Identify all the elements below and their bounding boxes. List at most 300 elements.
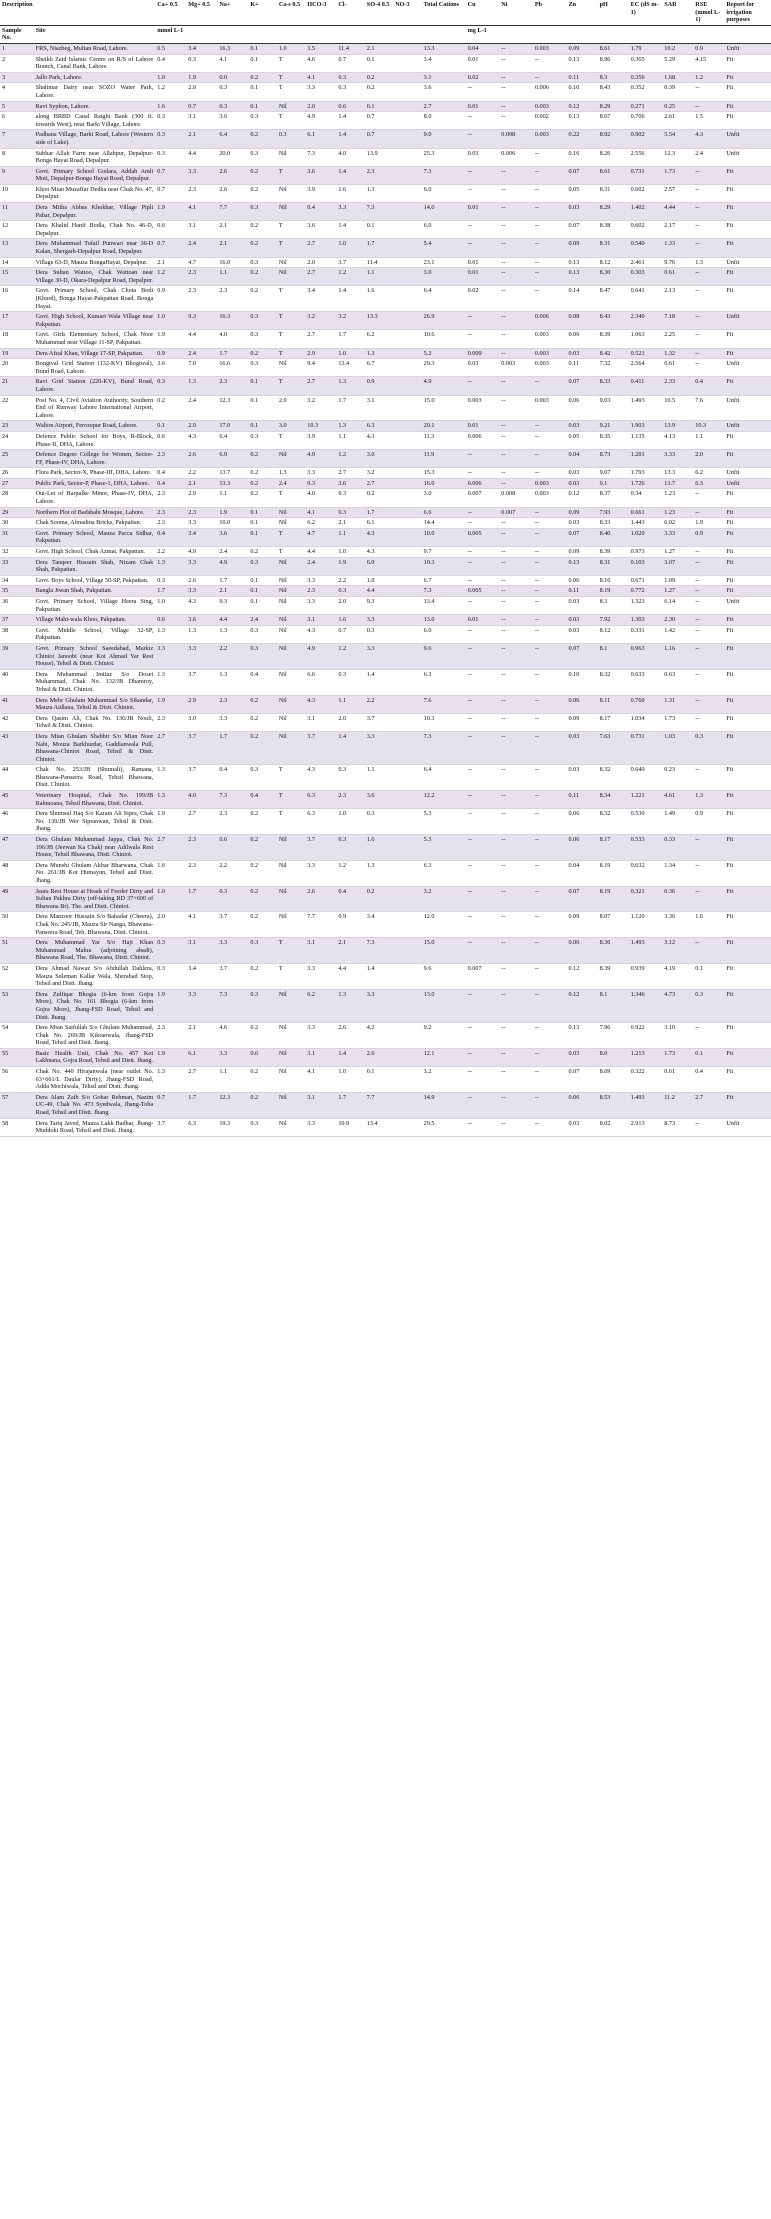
cell-hco3: 2.0 (305, 257, 336, 268)
cell-ec: 0.521 (629, 348, 663, 359)
cell-k: 0.2 (248, 963, 276, 989)
cell-mg: 2.3 (186, 860, 217, 886)
cell-zn: 0.11 (567, 586, 598, 597)
cell-cu: -- (466, 112, 500, 130)
cell-site: Dera Ghulam Muhammad Jappa, Chak No. 196/JB (Jeewan Ka Chak) near Adilwala Rest House, Tehsil Bhawana, Distt. Chiniot. (34, 835, 156, 861)
cell-ph: 8.39 (598, 547, 629, 558)
cell-cl: 0.9 (336, 912, 364, 938)
cell-report: Fit (724, 886, 771, 912)
cell-cl: 2.6 (336, 1023, 364, 1049)
cell-cas: T (277, 54, 305, 72)
cell-mg: 1.3 (186, 625, 217, 643)
cell-sample-no: 19 (0, 348, 34, 359)
cell-rsc: -- (693, 330, 724, 348)
cell-ph: 8.19 (598, 886, 629, 912)
cell-site: Walton Airport, Ferozepur Road, Lahore. (34, 421, 156, 432)
cell-no3 (393, 489, 421, 507)
cell-cl: 1.9 (336, 557, 364, 575)
cell-no3 (393, 54, 421, 72)
cell-k: 0.2 (248, 166, 276, 184)
cell-so4: 3.1 (365, 395, 393, 421)
cell-so4: 4.4 (365, 586, 393, 597)
cell-so4: 9.3 (365, 597, 393, 615)
cell-na: 2.3 (217, 286, 248, 312)
header-k: K+ (248, 0, 276, 25)
cell-sar: 2.33 (662, 377, 693, 395)
cell-so4: 0.1 (365, 54, 393, 72)
cell-na: 2.6 (217, 184, 248, 202)
cell-ec: 0.922 (629, 1023, 663, 1049)
cell-ca: 1.9 (155, 695, 186, 713)
cell-ph: 8.19 (598, 586, 629, 597)
cell-sar: 5.29 (662, 54, 693, 72)
cell-report: Fit (724, 809, 771, 835)
cell-cas: T (277, 791, 305, 809)
cell-sar: 0.39 (662, 83, 693, 101)
cell-hco3: 4.6 (305, 54, 336, 72)
cell-site: Dera Tauqeer Hussain Shah, Nizam Chak Shah, Pakpattan. (34, 557, 156, 575)
cell-sample-no: 50 (0, 912, 34, 938)
cell-total: 20.1 (422, 421, 466, 432)
cell-k: 0.2 (248, 478, 276, 489)
cell-na: 3.6 (217, 528, 248, 546)
cell-sample-no: 28 (0, 489, 34, 507)
cell-cas: T (277, 547, 305, 558)
cell-k: 0.2 (248, 184, 276, 202)
cell-k: 0.2 (248, 348, 276, 359)
cell-cl: 0.3 (336, 586, 364, 597)
cell-so4: 13.3 (365, 312, 393, 330)
cell-mg: 2.1 (186, 478, 217, 489)
cell-total: 29.3 (422, 359, 466, 377)
cell-mg: 3.1 (186, 221, 217, 239)
cell-so4: 1.3 (365, 184, 393, 202)
cell-mg: 0.7 (186, 101, 217, 112)
cell-pb: -- (533, 268, 567, 286)
cell-hco3: 3.3 (305, 468, 336, 479)
table-row (0, 1118, 771, 1136)
cell-no3 (393, 312, 421, 330)
cell-mg: 4.7 (186, 257, 217, 268)
cell-rsc: 2.4 (693, 148, 724, 166)
cell-ec: 0.902 (629, 130, 663, 148)
cell-cl: 0.3 (336, 72, 364, 83)
cell-mg: 2.3 (186, 835, 217, 861)
cell-site: Sheikh Zaid Islamic Centre on R/S of Lahore Branch, Canal Bank, Lahore. (34, 54, 156, 72)
cell-so4: 3.0 (365, 450, 393, 468)
cell-report: Fit (724, 669, 771, 695)
cell-k: 0.1 (248, 101, 276, 112)
cell-cas: 2.4 (277, 478, 305, 489)
cell-no3 (393, 765, 421, 791)
cell-hco3: 2.7 (305, 330, 336, 348)
cell-k: 0.1 (248, 395, 276, 421)
cell-so4: 0.1 (365, 1067, 393, 1093)
cell-sample-no: 10 (0, 184, 34, 202)
cell-na: 7.3 (217, 989, 248, 1022)
cell-total: 15.3 (422, 468, 466, 479)
table-row (0, 1023, 771, 1049)
cell-cl: 1.3 (336, 421, 364, 432)
cell-ca: 1.3 (155, 1067, 186, 1093)
cell-zn: 0.08 (567, 312, 598, 330)
cell-so4: 0.7 (365, 112, 393, 130)
cell-rsc: -- (693, 286, 724, 312)
cell-pb: -- (533, 507, 567, 518)
cell-rsc: 7.6 (693, 395, 724, 421)
cell-report: Fit (724, 615, 771, 626)
cell-no3 (393, 166, 421, 184)
cell-cl: 3.3 (336, 203, 364, 221)
cell-hco3: 2.7 (305, 377, 336, 395)
cell-sar: 11.2 (662, 1092, 693, 1118)
cell-ca: 2.3 (155, 450, 186, 468)
table-row (0, 765, 771, 791)
cell-no3 (393, 713, 421, 731)
cell-pb: -- (533, 72, 567, 83)
cell-no3 (393, 547, 421, 558)
cell-report: Unfit (724, 1118, 771, 1136)
cell-hco3: 3.3 (305, 575, 336, 586)
cell-total: 7.3 (422, 586, 466, 597)
cell-sar: 0.23 (662, 765, 693, 791)
cell-ph: 8.1 (598, 989, 629, 1022)
cell-rsc: 10.3 (693, 421, 724, 432)
cell-cu: -- (466, 643, 500, 669)
cell-ec: 1.213 (629, 1048, 663, 1066)
cell-k: 0.2 (248, 221, 276, 239)
cell-ca: 1.0 (155, 72, 186, 83)
table-row (0, 575, 771, 586)
cell-cas: Nil (277, 886, 305, 912)
cell-cl: 10.9 (336, 1118, 364, 1136)
cell-ni: -- (499, 450, 533, 468)
cell-rsc: 0.1 (693, 963, 724, 989)
cell-rsc: 0.4 (693, 377, 724, 395)
cell-cas: T (277, 489, 305, 507)
cell-ni: -- (499, 468, 533, 479)
cell-rsc: -- (693, 268, 724, 286)
cell-cas: T (277, 348, 305, 359)
cell-zn: 0.13 (567, 1023, 598, 1049)
cell-so4: 6.2 (365, 330, 393, 348)
cell-cas: T (277, 528, 305, 546)
cell-cl: 2.3 (336, 791, 364, 809)
cell-report: Fit (724, 377, 771, 395)
cell-na: 7.7 (217, 203, 248, 221)
cell-ca: 2.0 (155, 912, 186, 938)
cell-ca: 1.3 (155, 669, 186, 695)
cell-total: 6.3 (422, 860, 466, 886)
table-row (0, 203, 771, 221)
cell-ec: 2.564 (629, 359, 663, 377)
cell-k: 0.3 (248, 257, 276, 268)
cell-cl: 1.2 (336, 860, 364, 886)
table-row (0, 886, 771, 912)
cell-site: Village 63-D, Mauza BongaHayat, Depalpur. (34, 257, 156, 268)
cell-ph: 8.42 (598, 348, 629, 359)
cell-cas: T (277, 286, 305, 312)
cell-no3 (393, 239, 421, 257)
cell-report: Fit (724, 489, 771, 507)
cell-ph: 8.39 (598, 963, 629, 989)
cell-cu: -- (466, 1092, 500, 1118)
cell-zn: 0.03 (567, 765, 598, 791)
table-body (0, 43, 771, 1136)
cell-hco3: 3.1 (305, 713, 336, 731)
cell-pb: -- (533, 1023, 567, 1049)
cell-hco3: 3.3 (305, 860, 336, 886)
cell-ni: -- (499, 557, 533, 575)
cell-ni: -- (499, 547, 533, 558)
cell-k: 0.1 (248, 528, 276, 546)
cell-ph: 8.3 (598, 72, 629, 83)
cell-cl: 1.4 (336, 286, 364, 312)
cell-rsc: -- (693, 586, 724, 597)
cell-mg: 2.1 (186, 1023, 217, 1049)
cell-hco3: 4.1 (305, 507, 336, 518)
cell-no3 (393, 615, 421, 626)
cell-zn: 0.09 (567, 547, 598, 558)
cell-ec: 0.321 (629, 886, 663, 912)
cell-k: 0.2 (248, 731, 276, 764)
cell-zn: 0.06 (567, 330, 598, 348)
cell-k: 0.2 (248, 912, 276, 938)
cell-cas: Nil (277, 597, 305, 615)
cell-cu: -- (466, 130, 500, 148)
cell-ph: 8.07 (598, 912, 629, 938)
cell-sar: 13.7 (662, 478, 693, 489)
cell-ca: 1.9 (155, 809, 186, 835)
cell-sample-no: 57 (0, 1092, 34, 1118)
cell-ph: 8.29 (598, 101, 629, 112)
table-row (0, 286, 771, 312)
cell-report: Fit (724, 431, 771, 449)
table-row (0, 938, 771, 964)
cell-k: 0.1 (248, 83, 276, 101)
cell-sample-no: 47 (0, 835, 34, 861)
cell-zn: 0.06 (567, 695, 598, 713)
cell-total: 14.9 (422, 1092, 466, 1118)
header-ni: Ni (499, 0, 533, 25)
cell-mg: 2.9 (186, 489, 217, 507)
cell-zn: 0.07 (567, 886, 598, 912)
cell-rsc: -- (693, 184, 724, 202)
cell-site: Ravi Grid Station (220-KV), Bund Road, Lahore. (34, 377, 156, 395)
cell-ni: -- (499, 221, 533, 239)
cell-cu: 0.007 (466, 489, 500, 507)
cell-ni: -- (499, 791, 533, 809)
cell-report: Unfit (724, 478, 771, 489)
cell-report: Fit (724, 286, 771, 312)
header-pb: Pb (533, 0, 567, 25)
cell-total: 14.4 (422, 518, 466, 529)
cell-ec: 1.346 (629, 989, 663, 1022)
cell-ec: 1.201 (629, 450, 663, 468)
cell-report: Fit (724, 203, 771, 221)
cell-cl: 1.2 (336, 268, 364, 286)
cell-cl: 1.2 (336, 643, 364, 669)
cell-cas: 1.3 (277, 468, 305, 479)
cell-ph: 9.1 (598, 478, 629, 489)
cell-rsc: -- (693, 83, 724, 101)
cell-no3 (393, 507, 421, 518)
cell-hco3: 4.1 (305, 72, 336, 83)
cell-ec: 1.402 (629, 203, 663, 221)
cell-rsc: -- (693, 359, 724, 377)
cell-site: Basic Health Unit, Chak No. 457 Kot Lakhnana, Gojra Road, Tehsil and Distt. Jhang. (34, 1048, 156, 1066)
cell-zn: 0.09 (567, 912, 598, 938)
cell-pb: -- (533, 713, 567, 731)
table-row (0, 489, 771, 507)
cell-cl: 1.4 (336, 130, 364, 148)
cell-sample-no: 2 (0, 54, 34, 72)
cell-cl: 0.3 (336, 765, 364, 791)
cell-pb: -- (533, 468, 567, 479)
cell-total: 10.6 (422, 330, 466, 348)
cell-cu: -- (466, 912, 500, 938)
cell-hco3: 2.7 (305, 239, 336, 257)
cell-rsc: 0.9 (693, 528, 724, 546)
cell-k: 0.4 (248, 791, 276, 809)
cell-no3 (393, 184, 421, 202)
cell-sample-no: 54 (0, 1023, 34, 1049)
cell-sar: 3.12 (662, 938, 693, 964)
table-row (0, 643, 771, 669)
cell-cl: 3.2 (336, 312, 364, 330)
cell-ph: 8.53 (598, 1092, 629, 1118)
cell-pb: -- (533, 731, 567, 764)
cell-zn: 0.14 (567, 286, 598, 312)
cell-hco3: 2.4 (305, 557, 336, 575)
header-na: Na+ (217, 0, 248, 25)
cell-mg: 3.4 (186, 963, 217, 989)
cell-ca: 1.6 (155, 101, 186, 112)
cell-cas: Nil (277, 1118, 305, 1136)
cell-na: 20.0 (217, 148, 248, 166)
cell-k: 0.1 (248, 597, 276, 615)
cell-ph: 8.40 (598, 528, 629, 546)
cell-ph: 8.12 (598, 257, 629, 268)
cell-ni: -- (499, 431, 533, 449)
cell-na: 3.3 (217, 713, 248, 731)
cell-cl: 2.7 (336, 468, 364, 479)
cell-so4: 4.2 (365, 1023, 393, 1049)
cell-zn: 0.03 (567, 1048, 598, 1066)
cell-k: 0.3 (248, 643, 276, 669)
cell-sar: 0.36 (662, 886, 693, 912)
cell-ni: -- (499, 586, 533, 597)
cell-mg: 2.3 (186, 286, 217, 312)
cell-sample-no: 21 (0, 377, 34, 395)
cell-cl: 0.7 (336, 54, 364, 72)
cell-no3 (393, 1092, 421, 1118)
cell-cu: -- (466, 1118, 500, 1136)
cell-cas: 3.0 (277, 421, 305, 432)
cell-cu: -- (466, 507, 500, 518)
cell-ec: 0.760 (629, 695, 663, 713)
cell-mg: 9.3 (186, 312, 217, 330)
cell-report: Fit (724, 731, 771, 764)
cell-no3 (393, 431, 421, 449)
header-ec: EC (dS m-1) (629, 0, 663, 25)
cell-ec: 1.493 (629, 395, 663, 421)
cell-ec: 0.731 (629, 166, 663, 184)
cell-mg: 2.9 (186, 695, 217, 713)
cell-report: Unfit (724, 43, 771, 54)
cell-ca: 0.3 (155, 148, 186, 166)
cell-hco3: 4.3 (305, 765, 336, 791)
cell-hco3: 2.7 (305, 268, 336, 286)
cell-hco3: 9.3 (305, 478, 336, 489)
table-row (0, 468, 771, 479)
cell-sample-no: 18 (0, 330, 34, 348)
cell-ph: 8.26 (598, 148, 629, 166)
table-row (0, 835, 771, 861)
cell-k: 0.2 (248, 268, 276, 286)
cell-sample-no: 16 (0, 286, 34, 312)
cell-so4: 0.3 (365, 809, 393, 835)
cell-cas: Nil (277, 643, 305, 669)
cell-report: Fit (724, 330, 771, 348)
cell-mg: 3.7 (186, 731, 217, 764)
cell-na: 2.1 (217, 586, 248, 597)
cell-site: Govt. Primary School, Mauza Pacca Sidhar, Pakpattan. (34, 528, 156, 546)
cell-rsc: -- (693, 1118, 724, 1136)
cell-hco3: 6.2 (305, 518, 336, 529)
cell-ec: 0.103 (629, 557, 663, 575)
cell-no3 (393, 643, 421, 669)
cell-sample-no: 8 (0, 148, 34, 166)
cell-sar: 3.33 (662, 528, 693, 546)
cell-sar: 9.76 (662, 257, 693, 268)
cell-k: 0.2 (248, 1092, 276, 1118)
cell-so4: 11.4 (365, 257, 393, 268)
cell-cu: -- (466, 695, 500, 713)
cell-mg: 3.7 (186, 669, 217, 695)
units-row (0, 25, 771, 43)
cell-rsc: -- (693, 166, 724, 184)
cell-hco3: 3.3 (305, 1023, 336, 1049)
cell-hco3: 0.4 (305, 203, 336, 221)
cell-sar: 1.32 (662, 348, 693, 359)
cell-na: 1.7 (217, 575, 248, 586)
cell-cl: 1.0 (336, 809, 364, 835)
cell-pb: -- (533, 547, 567, 558)
cell-cas: Nil (277, 557, 305, 575)
cell-rsc: 4.15 (693, 54, 724, 72)
cell-pb: -- (533, 643, 567, 669)
cell-ca: 1.9 (155, 203, 186, 221)
cell-sar: 2.30 (662, 615, 693, 626)
cell-total: 12.0 (422, 912, 466, 938)
cell-sample-no: 20 (0, 359, 34, 377)
cell-cas: Nil (277, 835, 305, 861)
cell-total: 3.1 (422, 72, 466, 83)
cell-hco3: 4.9 (305, 112, 336, 130)
cell-no3 (393, 1067, 421, 1093)
cell-cu: -- (466, 547, 500, 558)
cell-sar: 0.61 (662, 1067, 693, 1093)
cell-ni: -- (499, 886, 533, 912)
cell-mg: 3.3 (186, 166, 217, 184)
cell-ca: 1.3 (155, 625, 186, 643)
cell-cas: Nil (277, 1092, 305, 1118)
cell-mg: 4.4 (186, 330, 217, 348)
cell-cu: 0.003 (466, 395, 500, 421)
cell-cas: T (277, 330, 305, 348)
cell-report: Fit (724, 268, 771, 286)
